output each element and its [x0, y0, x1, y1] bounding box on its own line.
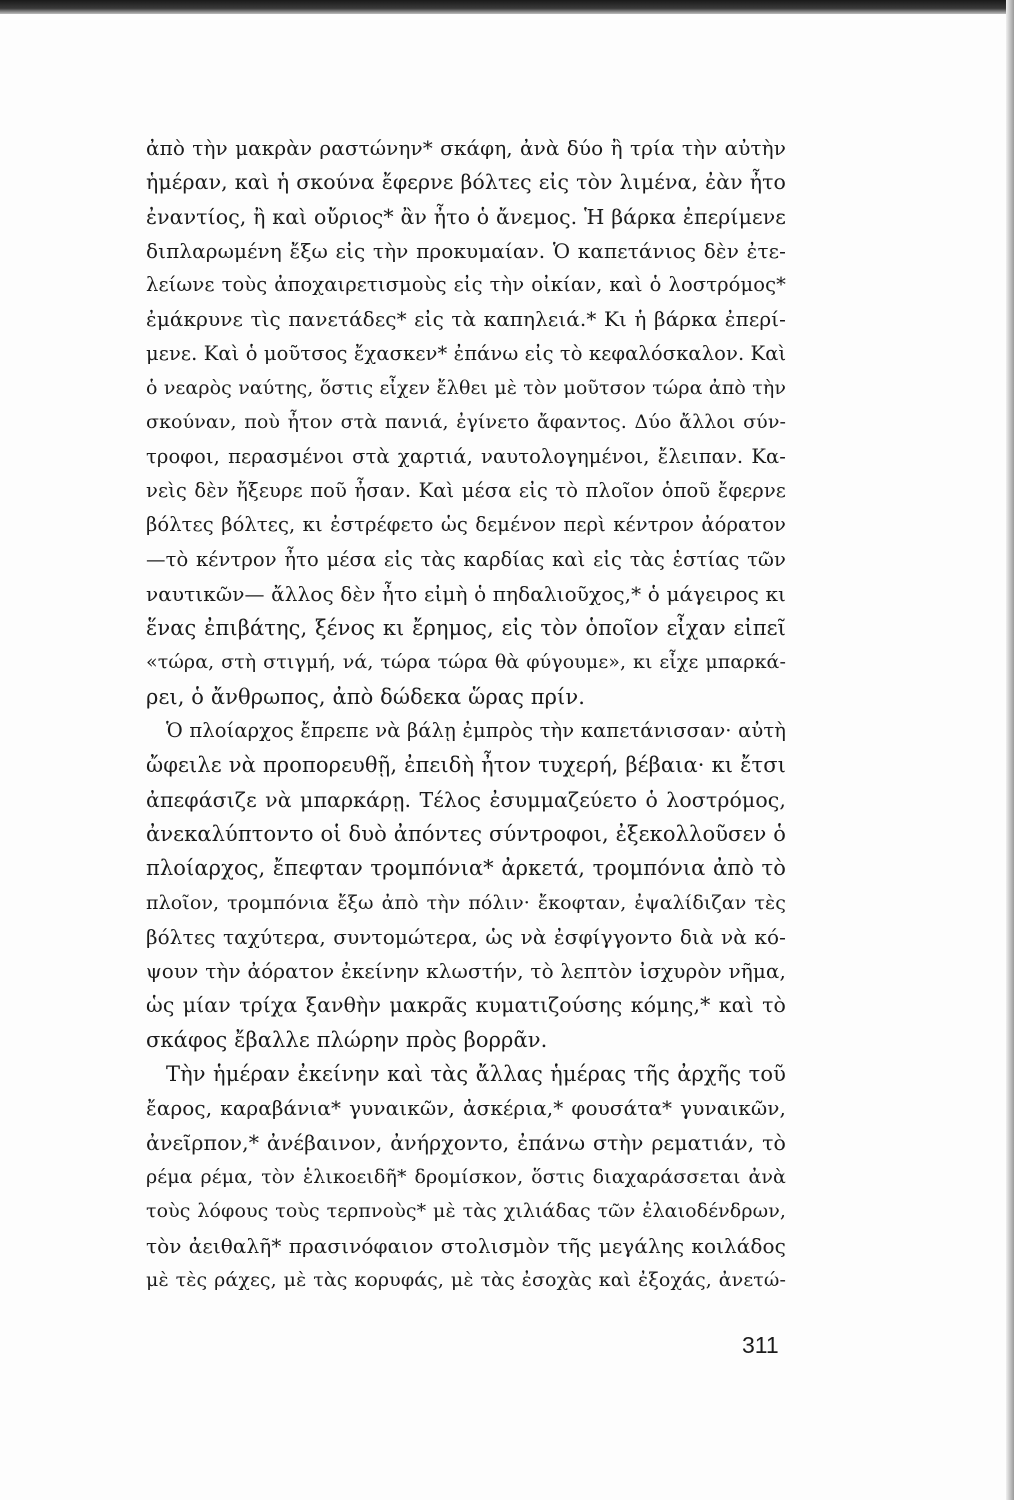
page-number: 311 [742, 1332, 779, 1358]
text-line: «τώρα, στὴ στιγμή, νά, τώρα τώρα θὰ φύγουμε», κι εἶχε μπαρκά- [146, 651, 786, 674]
text-line: ἡμέραν, καὶ ἡ σκούνα ἔφερνε βόλτες εἰς τὸν λιμένα, ἐὰν ἦτο [146, 170, 786, 195]
text-line: ψουν τὴν ἀόρατον ἐκείνην κλωστήν, τὸ λεπτὸν ἰσχυρὸν νῆμα, [146, 959, 786, 984]
text-line: ναυτικῶν— ἄλλος δὲν ἦτο εἰμὴ ὁ πηδαλιοῦχος,* ὁ μάγειρος κι [146, 581, 786, 606]
text-line: ρει, ὁ ἄνθρωπος, ἀπὸ δώδεκα ὥρας πρίν. [146, 684, 586, 709]
text-line: ρέμα ρέμα, τὸν ἑλικοειδῆ* δρομίσκον, ὅστις διαχαράσσεται ἀνὰ [146, 1165, 786, 1188]
text-line: ἔαρος, καραβάνια* γυναικῶν, ἀσκέρια,* φουσάτα* γυναικῶν, [146, 1096, 786, 1121]
text-line: λείωνε τοὺς ἀποχαιρετισμοὺς εἰς τὴν οἰκίαν, καὶ ὁ λοστρόμος* [146, 273, 786, 297]
text-line: πλοίαρχος, ἔπεφταν τρομπόνια* ἀρκετά, τρομπόνια ἀπὸ τὸ [146, 856, 786, 881]
text-line: τοὺς λόφους τοὺς τερπνοὺς* μὲ τὰς χιλιάδας τῶν ἐλαιοδένδρων, [146, 1200, 786, 1223]
text-line: σκάφος ἔβαλλε πλώρην πρὸς βορρᾶν. [146, 1027, 548, 1052]
text-line: ὁ νεαρὸς ναύτης, ὅστις εἶχεν ἔλθει μὲ τὸν μοῦτσον τώρα ἀπὸ τὴν [146, 377, 786, 400]
text-line: ἐμάκρυνε τὶς πανετάδες* εἰς τὰ καπηλειά.* Κι ἡ βάρκα ἐπερί- [146, 307, 786, 332]
text-line: νεὶς δὲν ἤξευρε ποῦ ἦσαν. Καὶ μέσα εἰς τὸ πλοῖον ὁποῦ ἔφερνε [146, 478, 786, 502]
text-line: ἀνεκαλύπτοντο οἱ δυὸ ἀπόντες σύντροφοι, ἐξεκολλοῦσεν ὁ [146, 821, 786, 846]
text-line: ἕνας ἐπιβάτης, ξένος κι ἔρημος, εἰς τὸν ὁποῖον εἶχαν εἰπεῖ [146, 616, 786, 641]
text-line: τὸν ἀειθαλῆ* πρασινόφαιον στολισμὸν τῆς μεγάλης κοιλάδος [146, 1233, 786, 1258]
text-line: ἐναντίος, ἢ καὶ οὔριος* ἂν ἦτο ὁ ἄνεμος. Ἡ βάρκα ἐπερίμενε [146, 204, 786, 229]
text-line: μὲ τὲς ράχες, μὲ τὰς κορυφάς, μὲ τὰς ἐσοχὰς καὶ ἐξοχάς, ἀνετώ- [146, 1268, 786, 1291]
text-line: ἀπὸ τὴν μακρὰν ραστώνην* σκάφη, ἀνὰ δύο ἢ τρία τὴν αὐτὴν [146, 136, 786, 160]
text-line: μενε. Καὶ ὁ μοῦτσος ἔχασκεν* ἐπάνω εἰς τὸ κεφαλόσκαλον. Καὶ [146, 341, 787, 365]
text-line: διπλαρωμένη ἔξω εἰς τὴν προκυμαίαν. Ὁ καπετάνιος δὲν ἐτε- [146, 238, 786, 263]
text-line: ὡς μίαν τρίχα ξανθὴν μακρᾶς κυματιζούσης κόμης,* καὶ τὸ [146, 993, 786, 1018]
scan-right-edge [1006, 0, 1014, 1500]
text-line: σκούναν, ποὺ ἦτον στὰ πανιά, ἐγίνετο ἄφαντος. Δύο ἄλλοι σύν- [146, 411, 786, 434]
text-line: πλοῖον, τρομπόνια ἔξω ἀπὸ τὴν πόλιν· ἔκοφταν, ἐψαλίδιζαν τὲς [146, 891, 786, 914]
text-line: βόλτες βόλτες, κι ἐστρέφετο ὡς δεμένον περὶ κέντρον ἀόρατον [146, 513, 786, 537]
body-text [146, 131, 786, 1297]
text-line: ἀπεφάσιζε νὰ μπαρκάρῃ. Τέλος ἐσυμμαζεύετο ὁ λοστρόμος, [146, 787, 786, 812]
text-line: ἀνεῖρπον,* ἀνέβαινον, ἀνήρχοντο, ἐπάνω στὴν ρεματιάν, τὸ [146, 1130, 786, 1155]
scan-top-edge [0, 0, 1014, 14]
text-line: —τὸ κέντρον ἦτο μέσα εἰς τὰς καρδίας καὶ εἰς τὰς ἑστίας τῶν [146, 547, 786, 571]
text-line: Ὁ πλοίαρχος ἔπρεπε νὰ βάλῃ ἐμπρὸς τὴν καπετάνισσαν· αὐτὴ [166, 719, 786, 743]
text-line: Τὴν ἡμέραν ἐκείνην καὶ τὰς ἄλλας ἡμέρας τῆς ἀρχῆς τοῦ [166, 1062, 786, 1087]
text-line: βόλτες ταχύτερα, συντομώτερα, ὡς νὰ ἐσφίγγοντο διὰ νὰ κό- [146, 924, 786, 949]
text-line: τροφοι, περασμένοι στὰ χαρτιά, ναυτολογημένοι, ἔλειπαν. Κα- [146, 444, 786, 468]
text-line: ὤφειλε νὰ προπορευθῇ, ἐπειδὴ ἦτον τυχερή, βέβαια· κι ἔτσι [146, 753, 786, 778]
